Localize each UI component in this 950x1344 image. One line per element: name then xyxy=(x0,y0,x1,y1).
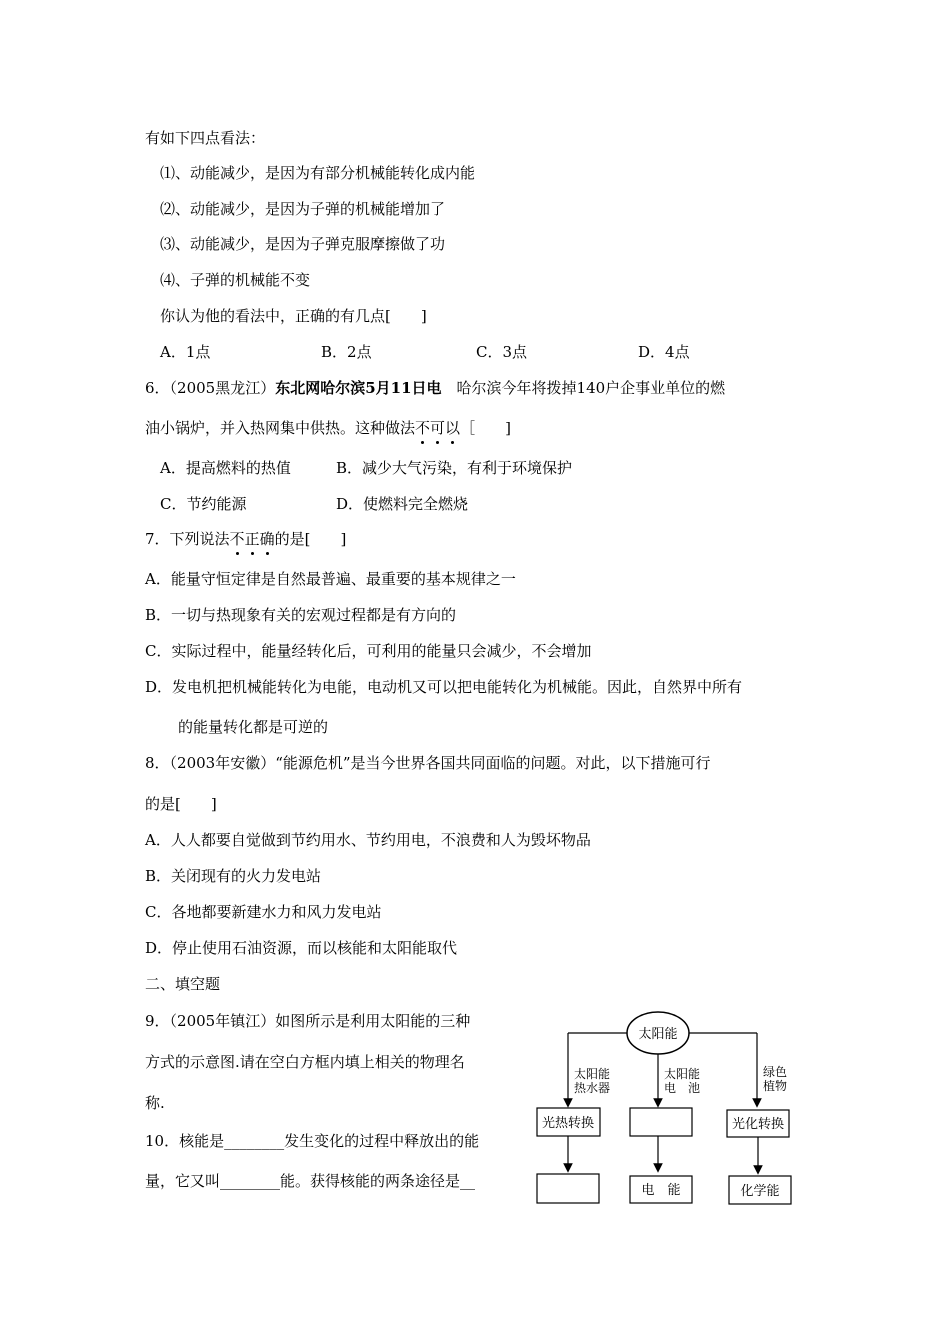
q5-option-c: C．3点 xyxy=(476,343,528,361)
q7-option-d-line-2: 的能量转化都是可逆的 xyxy=(178,718,329,736)
q6-emphasis-1: 不 xyxy=(415,419,431,437)
q7-stem-post: 的是[ ] xyxy=(274,530,347,548)
q7-emphasis-3: 确 xyxy=(259,530,275,548)
q8-option-d: D．停止使用石油资源，而以核能和太阳能取代 xyxy=(145,939,458,957)
label-solar-cell-1: 太阳能 xyxy=(664,1067,701,1081)
q5-view-2: ⑵、动能减少，是因为子弹的机械能增加了 xyxy=(160,200,446,218)
q7-stem-pre: 7．下列说法 xyxy=(145,530,230,548)
q6-option-a: A．提高燃料的热值 xyxy=(160,459,291,477)
box-chemical-energy-label: 化学能 xyxy=(740,1184,780,1199)
q6-option-c: C．节约能源 xyxy=(160,495,247,513)
q10-line-2: 量，它又叫________能。获得核能的两条途径是__ xyxy=(145,1172,476,1190)
label-solar-water-heater-2: 热水器 xyxy=(574,1081,611,1095)
q7-option-b: B．一切与热现象有关的宏观过程都是有方向的 xyxy=(145,606,457,624)
q5-option-a: A．1点 xyxy=(160,343,211,361)
label-solar-cell-2: 电 池 xyxy=(664,1081,701,1095)
q6-source: 东北网哈尔滨5月11日电 xyxy=(275,379,442,397)
q8-option-b: B．关闭现有的火力发电站 xyxy=(145,867,322,885)
q7-option-a: A．能量守恒定律是自然最普遍、最重要的基本规律之一 xyxy=(145,570,516,588)
q8-line-1: 8．（2003年安徽）“能源危机”是当今世界各国共同面临的问题。对此，以下措施可行 xyxy=(145,754,711,772)
q7-option-c: C．实际过程中，能量经转化后，可利用的能量只会减少，不会增加 xyxy=(145,642,592,660)
q5-stem-line: 有如下四点看法： xyxy=(145,129,266,147)
q6-option-b: B．减少大气污染，有利于环境保护 xyxy=(336,459,573,477)
q5-option-d: D．4点 xyxy=(638,343,690,361)
q7-option-d-line-1: D．发电机把机械能转化为电能，电动机又可以把电能转化为机械能。因此，自然界中所有 xyxy=(145,678,743,696)
sun-energy-label: 太阳能 xyxy=(638,1027,678,1042)
q5-view-4: ⑷、子弹的机械能不变 xyxy=(160,271,311,289)
q5-view-1: ⑴、动能减少，是因为有部分机械能转化成内能 xyxy=(160,164,476,182)
q6-emphasis-3: 以 xyxy=(445,419,461,437)
q9-line-3: 称. xyxy=(145,1094,165,1112)
q7-emphasis-2: 正 xyxy=(244,530,260,548)
box-photochemical-label: 光化转换 xyxy=(731,1117,785,1132)
q10-line-1: 10．核能是________发生变化的过程中释放出的能 xyxy=(145,1132,480,1150)
q9-line-2: 方式的示意图.请在空白方框内填上相关的物理名 xyxy=(145,1053,465,1071)
q6-text-1: 哈尔滨今年将拨掉140户企事业单位的燃 xyxy=(441,379,726,397)
box-electric-energy-label: 电 能 xyxy=(641,1183,681,1198)
q6-emphasis-2: 可 xyxy=(430,419,446,437)
q8-option-c: C．各地都要新建水力和风力发电站 xyxy=(145,903,382,921)
label-solar-water-heater-1: 太阳能 xyxy=(574,1067,611,1081)
q5-option-b: B．2点 xyxy=(321,343,372,361)
q7-stem xyxy=(145,529,346,549)
solar-energy-diagram xyxy=(530,1003,830,1213)
q7-emphasis-1: 不 xyxy=(229,530,245,548)
q8-line-2: 的是[ ] xyxy=(145,795,217,813)
q6-line-1 xyxy=(145,378,725,398)
q5-question: 你认为他的看法中，正确的有几点[ ] xyxy=(160,307,427,325)
q5-view-3: ⑶、动能减少，是因为子弹克服摩擦做了功 xyxy=(160,235,446,253)
q6-option-d: D．使燃料完全燃烧 xyxy=(336,495,469,513)
q8-option-a: A．人人都要自觉做到节约用水、节约用电，不浪费和人为毁坏物品 xyxy=(145,831,591,849)
q6-number: 6．（2005黑龙江） xyxy=(145,379,276,397)
box-blank-left-bottom xyxy=(537,1174,599,1203)
box-photothermal-label: 光热转换 xyxy=(541,1116,595,1131)
q6-line-2 xyxy=(145,418,511,438)
section-heading-fill-in: 二、填空题 xyxy=(145,975,221,993)
q9-line-1: 9．（2005年镇江）如图所示是利用太阳能的三种 xyxy=(145,1012,471,1030)
label-green-plants-1: 绿色 xyxy=(763,1065,788,1079)
label-green-plants-2: 植物 xyxy=(763,1079,788,1093)
box-blank-mid-top xyxy=(630,1108,692,1136)
q6-text-2a: 油小锅炉，并入热网集中供热。这种做法 xyxy=(145,419,416,437)
q6-text-2b: ［ ] xyxy=(460,419,511,437)
